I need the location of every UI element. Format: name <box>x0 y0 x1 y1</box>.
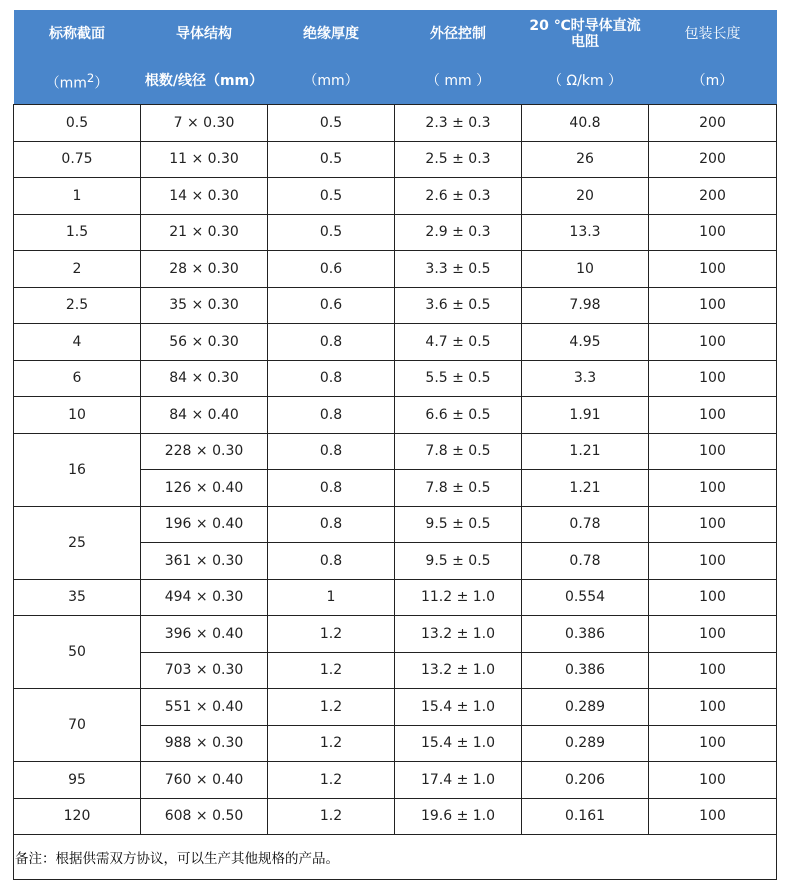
cell-insulation: 0.8 <box>268 360 395 397</box>
cell-insulation: 0.8 <box>268 397 395 434</box>
header-conductor-structure: 导体结构 <box>141 10 268 58</box>
cell-diameter: 2.5 ± 0.3 <box>395 141 522 178</box>
cell-diameter: 13.2 ± 1.0 <box>395 616 522 653</box>
cell-length: 100 <box>649 251 777 288</box>
cell-structure: 608 × 0.50 <box>141 798 268 835</box>
cell-section: 120 <box>14 798 141 835</box>
cell-structure: 551 × 0.40 <box>141 689 268 726</box>
cell-diameter: 15.4 ± 1.0 <box>395 689 522 726</box>
cell-structure: 760 × 0.40 <box>141 762 268 799</box>
cell-diameter: 19.6 ± 1.0 <box>395 798 522 835</box>
table-row <box>14 689 777 726</box>
table-row <box>14 433 777 470</box>
cell-resistance: 13.3 <box>522 214 649 251</box>
cell-resistance: 1.91 <box>522 397 649 434</box>
cell-resistance: 26 <box>522 141 649 178</box>
cell-resistance: 0.161 <box>522 798 649 835</box>
cell-section: 1.5 <box>14 214 141 251</box>
cell-diameter: 4.7 ± 0.5 <box>395 324 522 361</box>
cell-length: 100 <box>649 762 777 799</box>
unit-section-prefix: （mm <box>45 75 87 92</box>
cell-resistance: 0.554 <box>522 579 649 616</box>
cell-length: 100 <box>649 470 777 507</box>
cell-resistance: 1.21 <box>522 470 649 507</box>
cell-length: 100 <box>649 616 777 653</box>
cell-insulation: 1.2 <box>268 725 395 762</box>
cell-length: 100 <box>649 287 777 324</box>
cell-length: 100 <box>649 360 777 397</box>
header-row-units <box>14 58 777 105</box>
spec-table-container <box>13 10 776 880</box>
cell-insulation: 1 <box>268 579 395 616</box>
cell-diameter: 5.5 ± 0.5 <box>395 360 522 397</box>
cell-length: 100 <box>649 397 777 434</box>
cell-insulation: 0.5 <box>268 141 395 178</box>
cell-resistance: 10 <box>522 251 649 288</box>
cell-insulation: 1.2 <box>268 616 395 653</box>
table-header <box>14 10 777 105</box>
cell-resistance: 0.386 <box>522 616 649 653</box>
cell-diameter: 7.8 ± 0.5 <box>395 470 522 507</box>
cell-length: 200 <box>649 105 777 142</box>
table-body <box>14 105 777 835</box>
cell-structure: 14 × 0.30 <box>141 178 268 215</box>
cell-structure: 228 × 0.30 <box>141 433 268 470</box>
cell-length: 100 <box>649 689 777 726</box>
header-row-titles <box>14 10 777 58</box>
cell-structure: 56 × 0.30 <box>141 324 268 361</box>
cell-structure: 494 × 0.30 <box>141 579 268 616</box>
table-row <box>14 360 777 397</box>
cell-insulation: 0.8 <box>268 506 395 543</box>
cell-insulation: 1.2 <box>268 689 395 726</box>
cell-diameter: 9.5 ± 0.5 <box>395 506 522 543</box>
cell-insulation: 0.6 <box>268 251 395 288</box>
cell-length: 100 <box>649 652 777 689</box>
cell-structure: 84 × 0.30 <box>141 360 268 397</box>
cell-resistance: 0.78 <box>522 543 649 580</box>
cell-structure: 7 × 0.30 <box>141 105 268 142</box>
cell-structure: 84 × 0.40 <box>141 397 268 434</box>
cell-resistance: 7.98 <box>522 287 649 324</box>
cell-section: 35 <box>14 579 141 616</box>
cell-resistance: 40.8 <box>522 105 649 142</box>
cell-resistance: 0.289 <box>522 725 649 762</box>
cell-section: 16 <box>14 433 141 506</box>
cell-section: 4 <box>14 324 141 361</box>
table-row <box>14 616 777 653</box>
table-row <box>14 506 777 543</box>
cell-diameter: 13.2 ± 1.0 <box>395 652 522 689</box>
cell-section: 95 <box>14 762 141 799</box>
cell-diameter: 11.2 ± 1.0 <box>395 579 522 616</box>
cell-diameter: 9.5 ± 0.5 <box>395 543 522 580</box>
cell-section: 0.5 <box>14 105 141 142</box>
cell-section: 70 <box>14 689 141 762</box>
table-note: 备注：根据供需双方协议，可以生产其他规格的产品。 <box>14 835 777 880</box>
table-row <box>14 579 777 616</box>
cell-insulation: 0.5 <box>268 214 395 251</box>
cell-diameter: 3.3 ± 0.5 <box>395 251 522 288</box>
cell-length: 100 <box>649 725 777 762</box>
table-row <box>14 397 777 434</box>
cable-spec-table <box>13 10 777 880</box>
cell-structure: 126 × 0.40 <box>141 470 268 507</box>
cell-resistance: 1.21 <box>522 433 649 470</box>
cell-length: 100 <box>649 579 777 616</box>
cell-section: 10 <box>14 397 141 434</box>
table-row <box>14 214 777 251</box>
cell-insulation: 0.5 <box>268 178 395 215</box>
table-row <box>14 324 777 361</box>
cell-length: 100 <box>649 214 777 251</box>
cell-section: 25 <box>14 506 141 579</box>
cell-section: 0.75 <box>14 141 141 178</box>
cell-length: 100 <box>649 543 777 580</box>
cell-resistance: 20 <box>522 178 649 215</box>
note-row <box>14 835 777 880</box>
cell-insulation: 0.8 <box>268 324 395 361</box>
unit-diameter: （ mm ） <box>395 58 522 105</box>
table-row <box>14 798 777 835</box>
unit-resistance: （ Ω/km ） <box>522 58 649 105</box>
cell-insulation: 1.2 <box>268 798 395 835</box>
cell-length: 100 <box>649 506 777 543</box>
table-row <box>14 105 777 142</box>
table-row <box>14 141 777 178</box>
cell-structure: 35 × 0.30 <box>141 287 268 324</box>
table-row <box>14 178 777 215</box>
header-dc-resistance: 20 ℃时导体直流电阻 <box>522 10 649 58</box>
unit-section-sup: 2 <box>86 71 95 86</box>
cell-insulation: 0.6 <box>268 287 395 324</box>
header-package-length: 包装长度 <box>649 10 777 58</box>
unit-length: （m） <box>649 58 777 105</box>
cell-structure: 703 × 0.30 <box>141 652 268 689</box>
cell-section: 1 <box>14 178 141 215</box>
cell-diameter: 15.4 ± 1.0 <box>395 725 522 762</box>
cell-section: 2 <box>14 251 141 288</box>
table-row <box>14 287 777 324</box>
cell-insulation: 0.8 <box>268 470 395 507</box>
cell-diameter: 7.8 ± 0.5 <box>395 433 522 470</box>
cell-insulation: 1.2 <box>268 652 395 689</box>
cell-length: 100 <box>649 433 777 470</box>
table-row <box>14 762 777 799</box>
cell-structure: 28 × 0.30 <box>141 251 268 288</box>
cell-resistance: 0.386 <box>522 652 649 689</box>
cell-section: 2.5 <box>14 287 141 324</box>
cell-structure: 11 × 0.30 <box>141 141 268 178</box>
unit-structure: 根数/线径（mm） <box>141 58 268 105</box>
cell-length: 200 <box>649 178 777 215</box>
cell-resistance: 0.206 <box>522 762 649 799</box>
table-row <box>14 251 777 288</box>
cell-resistance: 0.78 <box>522 506 649 543</box>
cell-insulation: 0.5 <box>268 105 395 142</box>
cell-structure: 396 × 0.40 <box>141 616 268 653</box>
cell-resistance: 3.3 <box>522 360 649 397</box>
cell-structure: 988 × 0.30 <box>141 725 268 762</box>
header-outer-diameter: 外径控制 <box>395 10 522 58</box>
cell-length: 100 <box>649 324 777 361</box>
cell-diameter: 6.6 ± 0.5 <box>395 397 522 434</box>
cell-diameter: 17.4 ± 1.0 <box>395 762 522 799</box>
cell-insulation: 0.8 <box>268 433 395 470</box>
cell-structure: 21 × 0.30 <box>141 214 268 251</box>
header-insulation-thickness: 绝缘厚度 <box>268 10 395 58</box>
cell-structure: 361 × 0.30 <box>141 543 268 580</box>
cell-resistance: 0.289 <box>522 689 649 726</box>
cell-diameter: 2.9 ± 0.3 <box>395 214 522 251</box>
cell-diameter: 2.6 ± 0.3 <box>395 178 522 215</box>
cell-length: 100 <box>649 798 777 835</box>
header-nominal-section: 标称截面 <box>14 10 141 58</box>
cell-section: 50 <box>14 616 141 689</box>
cell-insulation: 0.8 <box>268 543 395 580</box>
cell-resistance: 4.95 <box>522 324 649 361</box>
cell-diameter: 2.3 ± 0.3 <box>395 105 522 142</box>
cell-diameter: 3.6 ± 0.5 <box>395 287 522 324</box>
unit-section-suffix: ） <box>94 75 109 92</box>
unit-insulation: （mm） <box>268 58 395 105</box>
cell-section: 6 <box>14 360 141 397</box>
cell-structure: 196 × 0.40 <box>141 506 268 543</box>
cell-length: 200 <box>649 141 777 178</box>
cell-insulation: 1.2 <box>268 762 395 799</box>
unit-section <box>14 58 141 105</box>
